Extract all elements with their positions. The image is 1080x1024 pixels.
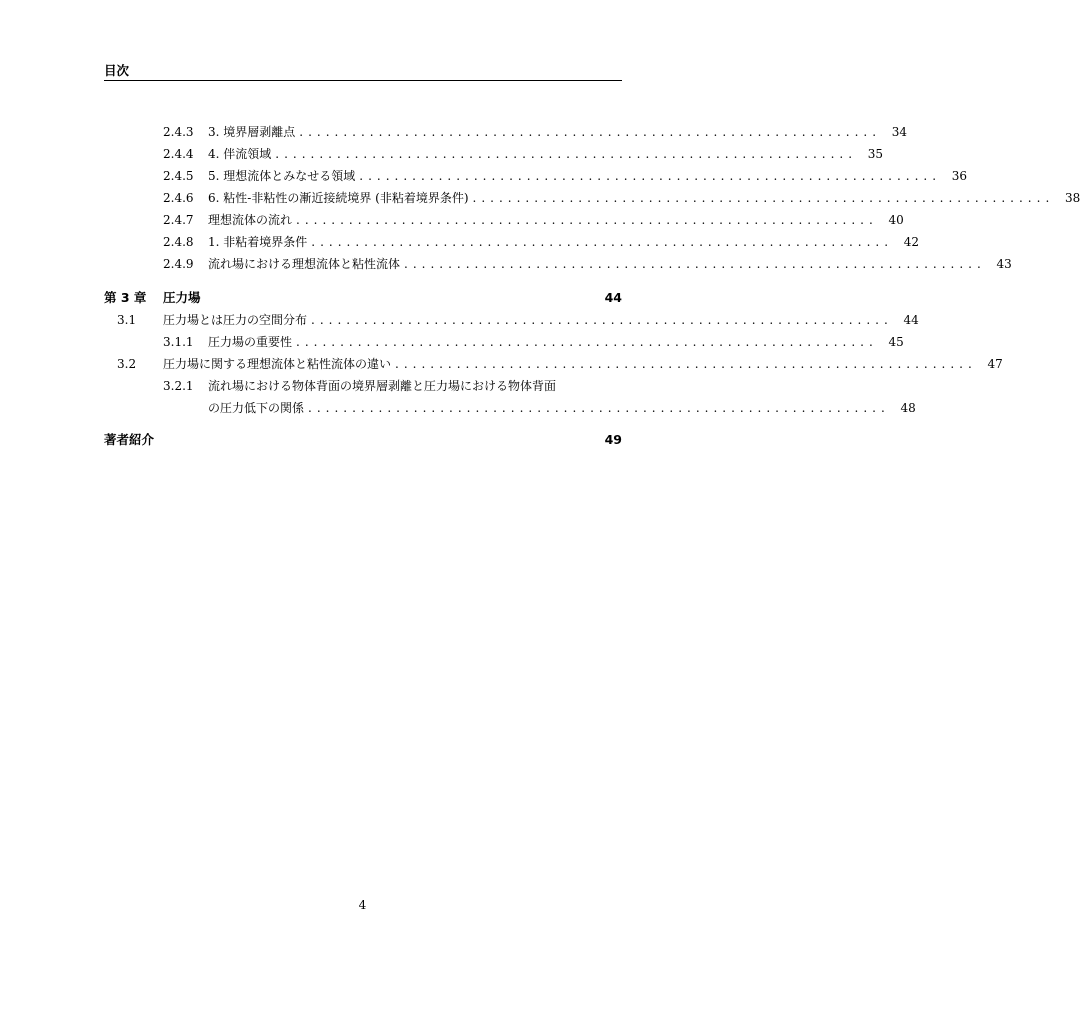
toc-entry[interactable] xyxy=(104,122,908,142)
page-number: 4 xyxy=(358,898,367,912)
dot-leader: .................................................................. xyxy=(296,213,878,227)
toc-entry-number: 3.2 xyxy=(117,357,137,371)
toc-entry[interactable] xyxy=(104,232,920,252)
toc-entry-number: 2.4.8 xyxy=(163,235,194,249)
toc-entry-page: 43 xyxy=(996,257,1012,271)
toc-entry-title: 1. 非粘着境界条件 xyxy=(208,235,308,249)
toc-entry-page: 44 xyxy=(903,313,919,327)
toc-entry-page: 36 xyxy=(951,169,968,183)
dot-leader: .................................................................. xyxy=(395,357,977,371)
dot-leader: .................................................................. xyxy=(299,125,882,139)
toc-entry-page: 38 xyxy=(1064,191,1080,205)
toc-backmatter-title: 著者紹介 xyxy=(104,432,155,447)
toc-entry-title: 6. 粘性-非粘性の漸近接続境界 (非粘着境界条件) xyxy=(208,191,469,205)
toc-entry-number: 3.1.1 xyxy=(163,335,194,349)
toc-entry-title: 圧力場の重要性 xyxy=(208,335,293,349)
toc-entry-page: 48 xyxy=(900,401,916,415)
toc-entry-title-continued: の圧力低下の関係 xyxy=(208,401,305,415)
toc-entry[interactable] xyxy=(104,210,904,230)
toc-entry-number: 3.1 xyxy=(117,313,137,327)
toc-entry-page: 35 xyxy=(867,147,884,161)
toc-entry-number: 2.4.5 xyxy=(163,169,194,183)
dot-leader: .................................................................. xyxy=(296,335,878,349)
toc-entry-title: 5. 理想流体とみなせる領域 xyxy=(208,169,356,183)
toc-entry-page: 42 xyxy=(903,235,920,249)
running-head-title: 目次 xyxy=(104,63,130,78)
toc-entry-page: 45 xyxy=(888,335,904,349)
toc-entry-number: 2.4.7 xyxy=(163,213,194,227)
toc-entry[interactable] xyxy=(104,332,904,352)
toc-entry-title: 理想流体の流れ xyxy=(208,213,293,227)
toc-entry-number: 2.4.6 xyxy=(163,191,194,205)
toc-entry-number: 2.4.4 xyxy=(163,147,194,161)
toc-entry-continuation[interactable] xyxy=(104,398,916,418)
toc-entry-number: 2.4.9 xyxy=(163,257,194,271)
toc-entry[interactable] xyxy=(104,166,968,186)
toc-entry-title: 3. 境界層剥離点 xyxy=(208,125,296,139)
running-head xyxy=(104,63,622,81)
dot-leader: .................................................................. xyxy=(359,169,942,183)
toc-entry[interactable] xyxy=(104,254,1012,274)
toc-entry-number: 2.4.3 xyxy=(163,125,194,139)
toc-chapter-number: 第 3 章 xyxy=(104,290,147,305)
toc-chapter-title: 圧力場 xyxy=(163,290,201,305)
toc-entry[interactable] xyxy=(104,354,1003,374)
toc-entry[interactable] xyxy=(104,188,1080,208)
toc-entry-title: 4. 伴流領域 xyxy=(208,147,272,161)
toc-chapter-entry[interactable] xyxy=(104,288,622,308)
toc-entry[interactable] xyxy=(104,376,622,396)
toc-entry[interactable] xyxy=(104,144,884,164)
toc-entry-title: 圧力場とは圧力の空間分布 xyxy=(163,313,308,327)
dot-leader: .................................................................. xyxy=(311,313,893,327)
dot-leader: .................................................................. xyxy=(404,257,986,271)
dot-leader: .................................................................. xyxy=(308,401,890,415)
toc-backmatter-entry[interactable] xyxy=(104,430,622,450)
toc-entry-page: 34 xyxy=(891,125,908,139)
toc-chapter-page: 44 xyxy=(604,290,622,305)
toc-entry-number: 3.2.1 xyxy=(163,379,194,393)
toc-entry-page: 47 xyxy=(987,357,1003,371)
dot-leader: .................................................................. xyxy=(472,191,1055,205)
toc-entry-title: 圧力場に関する理想流体と粘性流体の違い xyxy=(163,357,392,371)
toc-entry-title: 流れ場における物体背面の境界層剥離と圧力場における物体背面 xyxy=(208,379,557,393)
toc-backmatter-page: 49 xyxy=(604,432,622,447)
toc-entry[interactable] xyxy=(104,310,919,330)
dot-leader: .................................................................. xyxy=(311,235,894,249)
toc-entry-title: 流れ場における理想流体と粘性流体 xyxy=(208,257,401,271)
toc-entry-page: 40 xyxy=(888,213,904,227)
dot-leader: .................................................................. xyxy=(275,147,858,161)
